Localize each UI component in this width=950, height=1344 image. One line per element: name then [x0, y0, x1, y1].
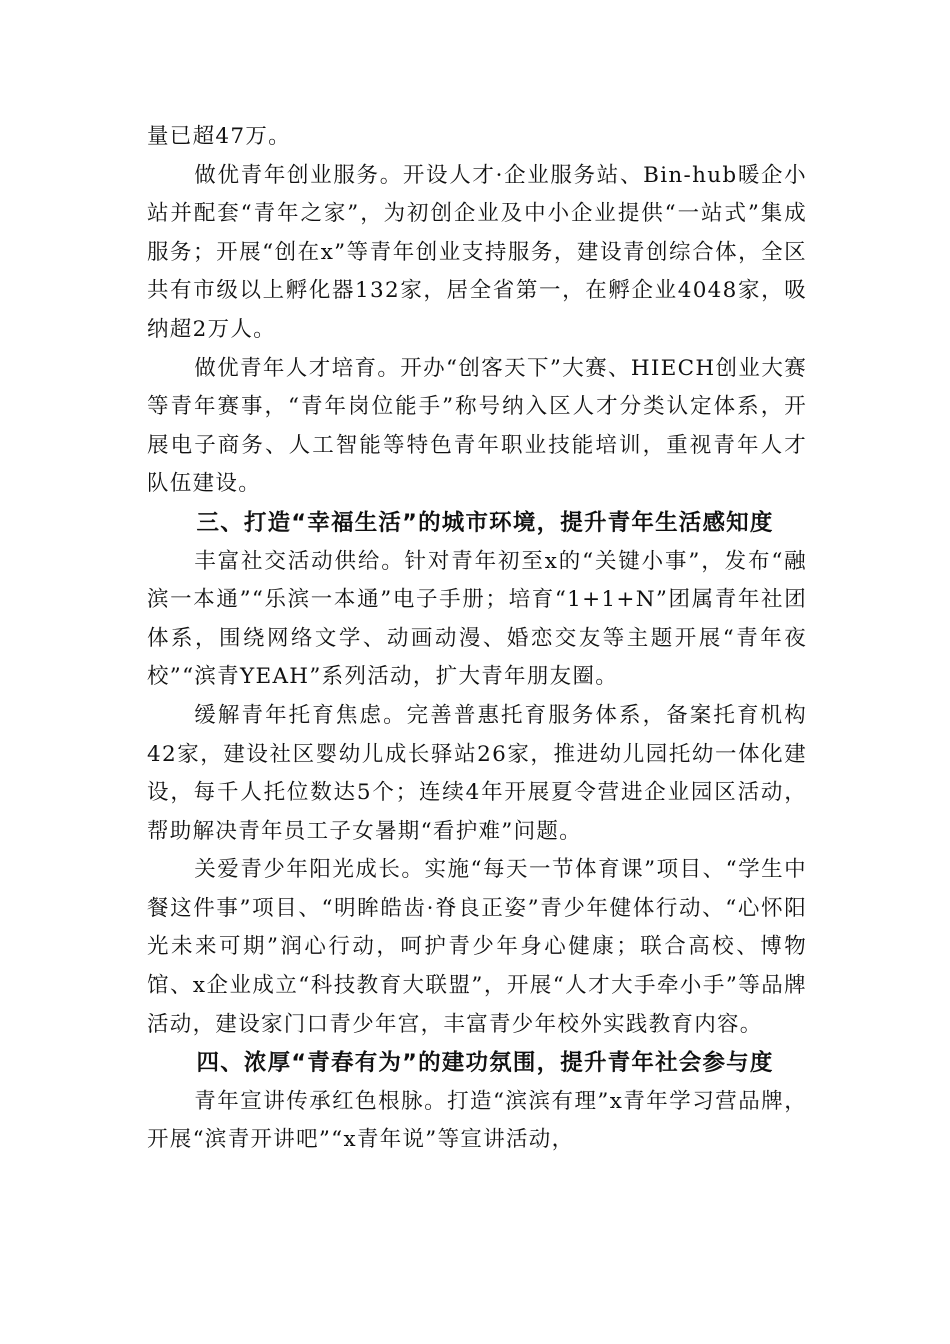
section-heading-four: 四、浓厚“青春有为”的建功氛围，提升青年社会参与度	[196, 1050, 774, 1077]
section-heading-three: 三、打造“幸福生活”的城市环境，提升青年生活感知度	[196, 509, 774, 536]
paragraph-youth-entrepreneurship: 做优青年创业服务。开设人才·企业服务站、Bin-hub暖企小站并配套“青年之家”，为初创企业及中小企业提供“一站式”集成服务；开展“创在x”等青年创业支持服务，建设青创综合体，全区共有市级以上孵化器132家，居全省第一，在孵企业4048家，吸纳超2万人。	[147, 162, 807, 342]
paragraph-youth-talent: 做优青年人才培育。开办“创客天下”大赛、HIECH创业大赛等青年赛事，“青年岗位能手”称号纳入区人才分类认定体系，开展电子商务、人工智能等特色青年职业技能培训，重视青年人才队伍建设。	[147, 355, 807, 497]
paragraph-youth-growth: 关爱青少年阳光成长。实施“每天一节体育课”项目、“学生中餐这件事”项目、“明眸皓齿·脊良正姿”青少年健体行动、“心怀阳光未来可期”润心行动，呵护青少年身心健康；联合高校、博物馆、x企业成立“科技教育大联盟”，开展“人才大手牵小手”等品牌活动，建设家门口青少年宫，丰富青少年校外实践教育内容。	[147, 857, 807, 1037]
paragraph-youth-lectures: 青年宣讲传承红色根脉。打造“滨滨有理”x青年学习营品牌，开展“滨青开讲吧”“x青年说”等宣讲活动，	[147, 1088, 807, 1153]
paragraph-childcare: 缓解青年托育焦虑。完善普惠托育服务体系，备案托育机构42家，建设社区婴幼儿成长驿站26家，推进幼儿园托幼一体化建设，每千人托位数达5个；连续4年开展夏令营进企业园区活动，帮助解决青年员工子女暑期“看护难”问题。	[147, 702, 807, 844]
document-page	[147, 118, 807, 1160]
paragraph-continuation: 量已超47万。	[147, 124, 291, 149]
paragraph-social-activities: 丰富社交活动供给。针对青年初至x的“关键小事”，发布“融滨一本通”“乐滨一本通”电子手册；培育“1+1+N”团属青年社团体系，围绕网络文学、动画动漫、婚恋交友等主题开展“青年夜校”“滨青YEAH”系列活动，扩大青年朋友圈。	[147, 548, 807, 690]
